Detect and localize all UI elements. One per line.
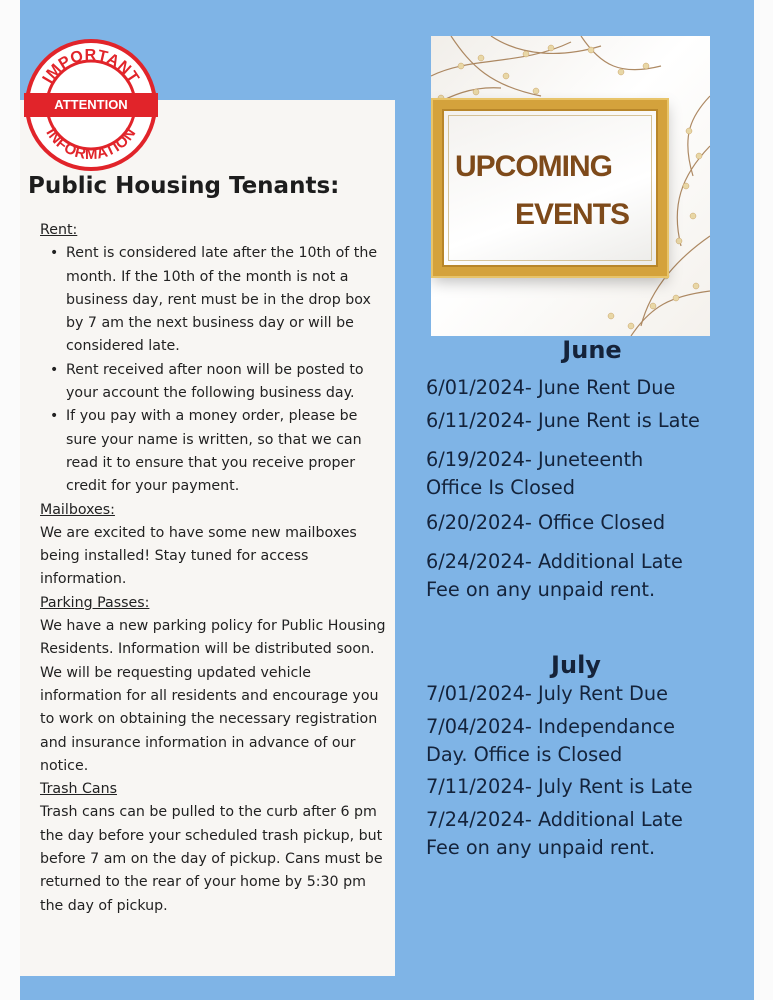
bullet-icon: • [50, 408, 59, 425]
trash-text: Trash cans can be pulled to the curb after 6 pm the day before your scheduled trash pickup, but before 7 am on the day of pickup. Cans must be returned to the rear of your home by 5:30 pm the day of pickup. [40, 804, 383, 914]
important-attention-stamp [24, 38, 158, 172]
july-event: 7/24/2024- Additional Late Fee on any unpaid rent. [426, 808, 683, 859]
upcoming-events-image [431, 36, 710, 336]
rent-bullet-text: If you pay with a money order, please be sure your name is written, so that we can read it to ensure that you receive proper credit for your payment. [66, 408, 362, 495]
mailboxes-text: We are excited to have some new mailboxes being installed! Stay tuned for access information. [40, 524, 357, 588]
june-event: 6/24/2024- Additional Late Fee on any unpaid rent. [426, 550, 683, 601]
mailboxes-heading: Mailboxes: [40, 501, 115, 518]
rent-bullet [40, 405, 390, 498]
june-heading: June [562, 336, 622, 364]
gold-picture-frame [433, 100, 667, 276]
july-heading: July [551, 651, 601, 679]
july-event: 7/04/2024- Independance Day. Office is Closed [426, 715, 676, 766]
june-event: 6/11/2024- June Rent is Late [426, 409, 700, 432]
rent-bullet-text: Rent is considered late after the 10th of the month. If the 10th of the month is not a business day, rent must be in the drop box by 7 am the next business day or will be considered late. [66, 245, 378, 355]
july-event: 7/11/2024- July Rent is Late [426, 775, 693, 798]
stamp-top-text: IMPORTANT [39, 46, 143, 87]
rent-bullet-text: Rent received after noon will be posted to your account the following business day. [66, 361, 364, 402]
upcoming-text: UPCOMING [455, 150, 612, 183]
stamp-bottom-text: INFORMATION [42, 124, 140, 164]
rent-bullet [40, 242, 390, 358]
trash-heading: Trash Cans [40, 781, 117, 798]
blue-bottom-band [20, 976, 754, 1000]
june-event: 6/19/2024- Juneteenth Office Is Closed [426, 448, 644, 499]
rent-bullet-list [40, 242, 390, 498]
parking-heading: Parking Passes: [40, 594, 150, 611]
left-body-text [40, 219, 390, 918]
bullet-icon: • [50, 245, 59, 262]
parking-text: We have a new parking policy for Public Housing Residents. Information will be distributed soon. We will be requesting updated vehicle information for all residents and encourage you to work on obtaining the necessary registration and insurance information in advance of our notice. [40, 618, 386, 774]
june-event: 6/20/2024- Office Closed [426, 511, 666, 534]
july-event: 7/01/2024- July Rent Due [426, 682, 668, 705]
bullet-icon: • [50, 361, 59, 378]
rent-heading: Rent: [40, 222, 78, 238]
page-title: Public Housing Tenants: [28, 173, 340, 199]
rent-bullet [40, 359, 390, 406]
june-event: 6/01/2024- June Rent Due [426, 376, 676, 399]
events-text: EVENTS [515, 198, 630, 231]
stamp-attention-text: ATTENTION [54, 97, 128, 112]
